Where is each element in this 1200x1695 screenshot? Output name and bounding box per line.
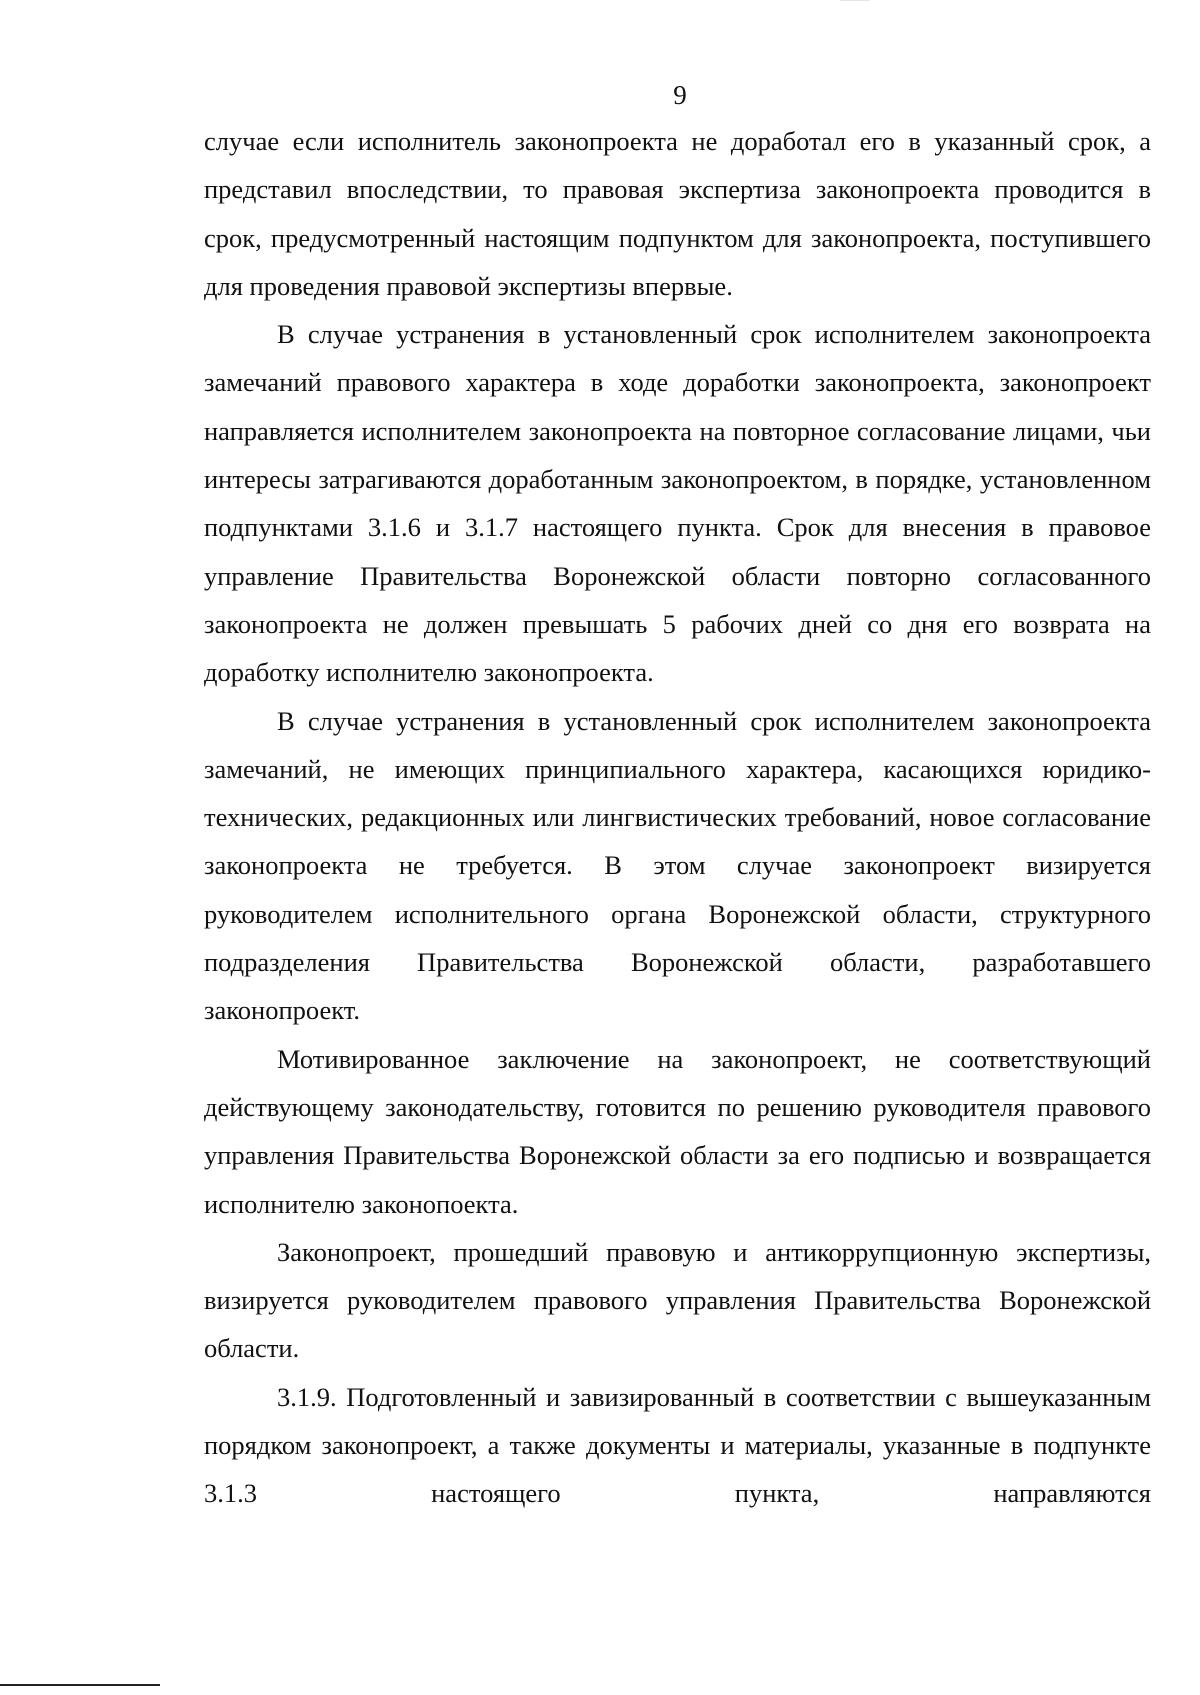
footer-rule <box>0 1684 160 1686</box>
paragraph-approved-bill: Законопроект, прошедший правовую и антикоррупционную экспертизы, визируется руководителем правового управления Правительства Воронежской области. <box>204 1236 1151 1364</box>
page-number: 9 <box>673 80 687 110</box>
paragraph-motivated-conclusion: Мотивированное заключение на законопроект, не соответствующий действующему законодательству, готовится по решению руководителя правового управления Правительства Воронежской области за его подписью и возвращается исполнителю законопоекта. <box>204 1043 1151 1219</box>
paragraph-continuation: случае если исполнитель законопроекта не доработал его в указанный срок, а представил впоследствии, то правовая экспертиза законопроекта проводится в срок, предусмотренный настоящим подпунктом для законопроекта, поступившего для проведения правовой экспертизы впервые. <box>204 126 1151 301</box>
paragraph-3-1-9: 3.1.9. Подготовленный и завизированный в соответствии с вышеуказанным порядком законопроект, а также документы и материалы, указанные в подпункте 3.1.3 настоящего пункта, направляются <box>204 1381 1151 1509</box>
paragraph-legal-remarks-fixed: В случае устранения в установленный срок исполнителем законопроекта замечаний правового характера в ходе доработки законопроекта, законопроект направляется исполнителем законопроекта на повторное согласование лицами, чьи интересы затрагиваются доработанным законопроектом, в порядке, установленном подпунктами 3.1.6 и 3.1.7 настоящего пункта. Срок для внесения в правовое управление Правительства Воронежской области повторно согласованного законопроекта не должен превышать 5 рабочих дней со дня его возврата на доработку исполнителю законопроекта. <box>204 319 1151 688</box>
paragraph-minor-remarks-fixed: В случае устранения в установленный срок исполнителем законопроекта замечаний, не имеющих принципиального характера, касающихся юридико-технических, редакционных или лингвистических требований, новое согласование законопроекта не требуется. В этом случае законопроект визируется руководителем исполнительного органа Воронежской области, структурного подразделения Правительства Воронежской области, разработавшего законопроект. <box>204 705 1151 1026</box>
scan-artifact-line <box>840 0 870 1</box>
document-body <box>204 117 1151 1518</box>
